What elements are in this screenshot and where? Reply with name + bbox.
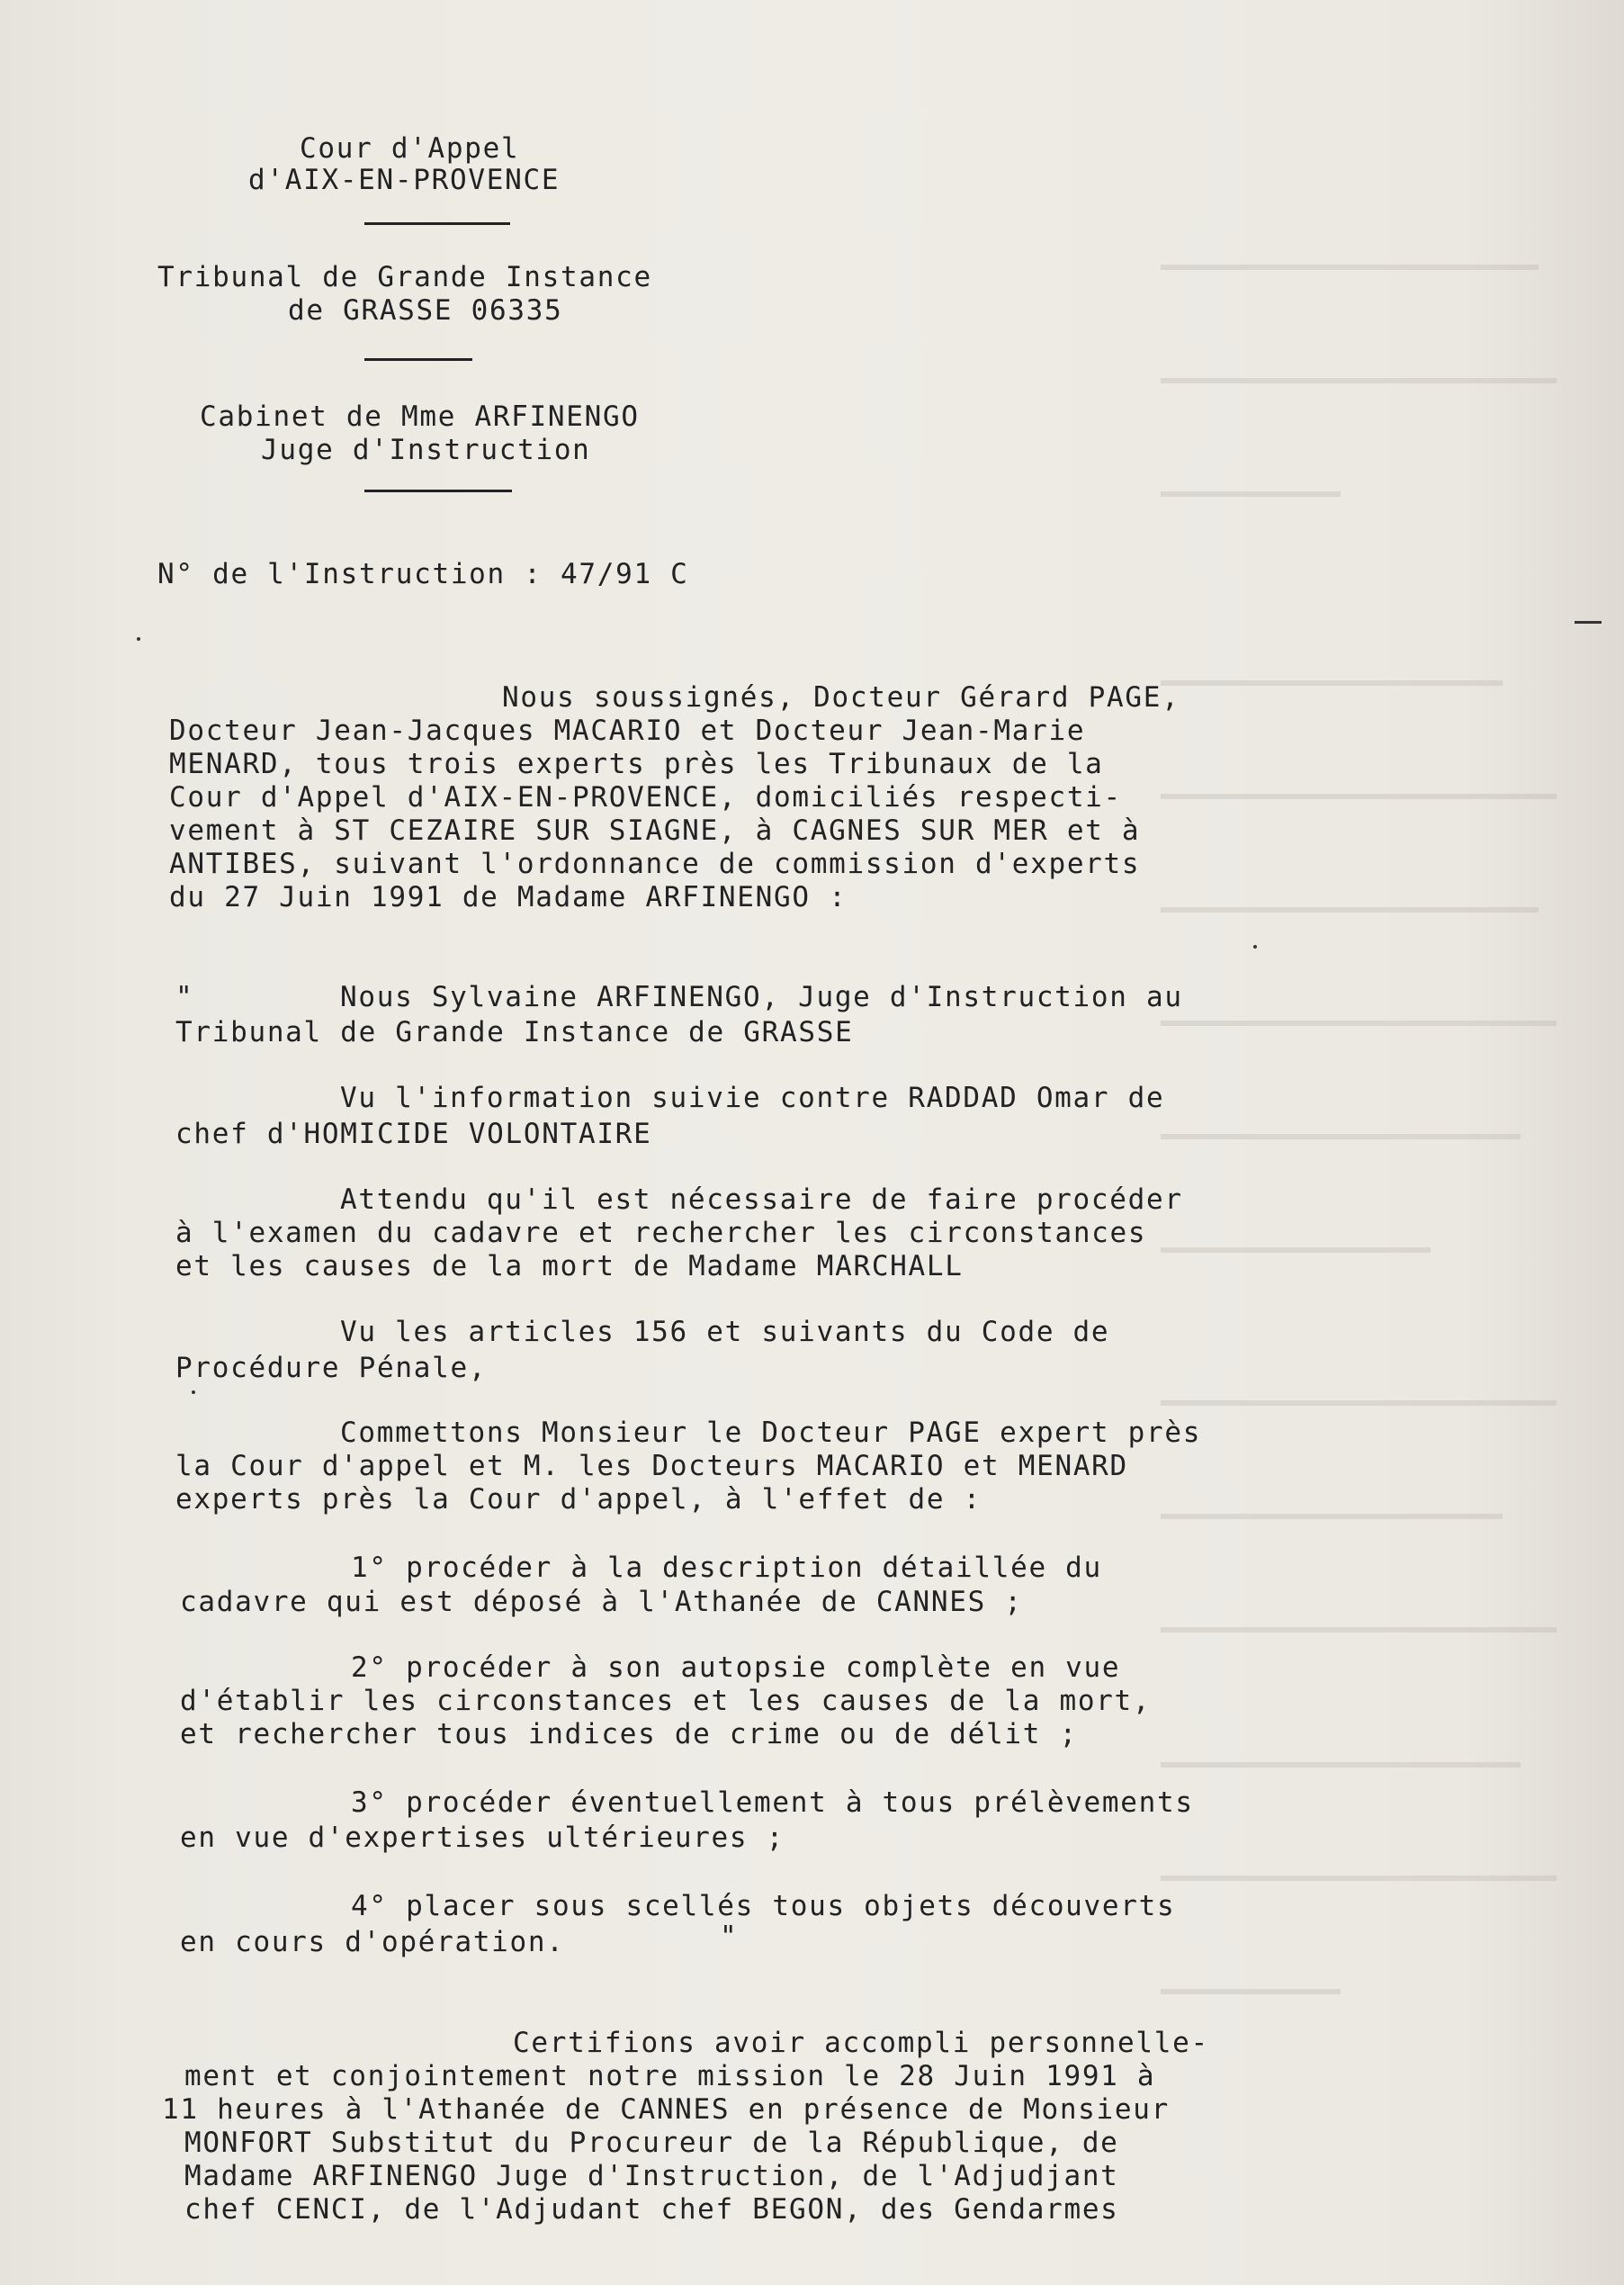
instruction-number: N° de l'Instruction : 47/91 C [157,558,689,590]
ordonnance-line: Attendu qu'il est nécessaire de faire procéder [340,1183,1183,1216]
intro-line: Docteur Jean-Jacques MACARIO et Docteur Jean-Marie [169,715,1086,747]
ordonnance-line: Vu l'information suivie contre RADDAD Omar de [340,1082,1165,1114]
mission-line: 1° procéder à la description détaillée du [351,1552,1102,1584]
divider-2 [364,358,472,361]
ordonnance-line: Procédure Pénale, [175,1352,488,1384]
scan-speck [137,637,140,641]
cabinet-line-1: Cabinet de Mme ARFINENGO [200,400,640,433]
tribunal-line-2: de GRASSE 06335 [288,294,563,327]
ordonnance-line: experts près la Cour d'appel, à l'effet de : [175,1483,982,1516]
court-line-2: d'AIX-EN-PROVENCE [248,164,561,196]
mission-line: d'établir les circonstances et les causes de la mort, [180,1685,1152,1717]
intro-line: MENARD, tous trois experts près les Tribunaux de la [169,748,1104,780]
ordonnance-line: Nous Sylvaine ARFINENGO, Juge d'Instruction au [340,981,1183,1013]
ordonnance-line: à l'examen du cadavre et rechercher les circonstances [175,1217,1147,1249]
mission-line: 3° procéder éventuellement à tous prélèvements [351,1786,1194,1819]
closing-line: Certifions avoir accompli personnelle- [513,2027,1209,2059]
ordonnance-line: Vu les articles 156 et suivants du Code de [340,1316,1110,1348]
closing-line: MONFORT Substitut du Procureur de la République, de [184,2127,1119,2159]
ordonnance-line: chef d'HOMICIDE VOLONTAIRE [175,1118,652,1150]
scan-speck [192,1390,195,1394]
mission-line: 2° procéder à son autopsie complète en vue [351,1651,1121,1684]
mission-line: 4° placer sous scellés tous objets découverts [351,1890,1176,1922]
intro-line: vement à ST CEZAIRE SUR SIAGNE, à CAGNES SUR MER et à [169,814,1141,847]
intro-line: ANTIBES, suivant l'ordonnance de commission d'experts [169,848,1141,880]
intro-line: Cour d'Appel d'AIX-EN-PROVENCE, domiciliés respecti- [169,781,1122,814]
closing-line: chef CENCI, de l'Adjudant chef BEGON, des Gendarmes [184,2193,1119,2226]
ordonnance-line: et les causes de la mort de Madame MARCHALL [175,1250,964,1282]
ordonnance-line: Tribunal de Grande Instance de GRASSE [175,1016,854,1048]
cabinet-line-2: Juge d'Instruction [261,434,591,466]
divider-3 [364,490,512,492]
mission-line: en cours d'opération. [180,1926,565,1958]
closing-line: ment et conjointement notre mission le 28 Juin 1991 à [184,2060,1156,2092]
tribunal-line-1: Tribunal de Grande Instance [157,261,652,293]
closing-line: 11 heures à l'Athanée de CANNES en présence de Monsieur [162,2093,1170,2126]
mission-line: cadavre qui est déposé à l'Athanée de CANNES ; [180,1586,1023,1618]
mission-line: en vue d'expertises ultérieures ; [180,1822,785,1854]
scan-speck [1575,621,1602,624]
opening-quote-mark: " [175,981,194,1013]
show-through-texture [1161,180,1575,2070]
ordonnance-line: la Cour d'appel et M. les Docteurs MACARIO et MENARD [175,1450,1128,1482]
court-line-1: Cour d'Appel [300,132,520,165]
scan-speck [1253,945,1257,949]
closing-quote-mark: " [720,1921,739,1953]
intro-line: Nous soussignés, Docteur Gérard PAGE, [502,681,1180,714]
divider-1 [364,222,510,225]
intro-line: du 27 Juin 1991 de Madame ARFINENGO : [169,881,848,913]
closing-line: Madame ARFINENGO Juge d'Instruction, de l'Adjudjant [184,2160,1119,2192]
mission-line: et rechercher tous indices de crime ou de délit ; [180,1718,1078,1750]
ordonnance-line: Commettons Monsieur le Docteur PAGE expert près [340,1417,1202,1449]
